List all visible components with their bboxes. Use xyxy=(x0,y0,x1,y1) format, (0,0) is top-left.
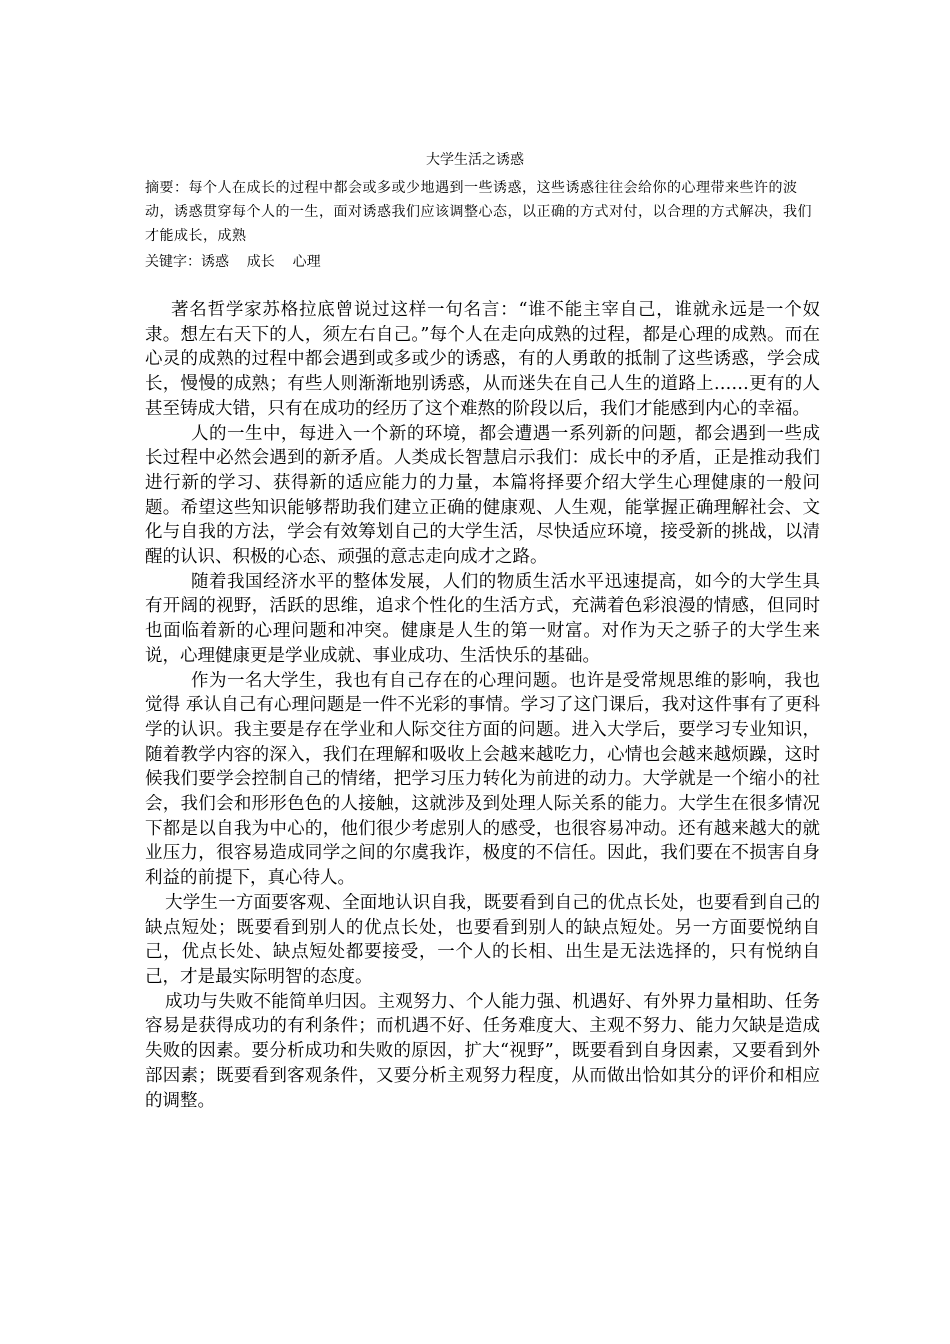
body-paragraph: 成功与失败不能简单归因。主观努力、个人能力强、机遇好、有外界力量相助、任务容易是获得成功的有利条件；而机遇不好、任务难度大、主观不努力、能力欠缺是造成失败的因素。要分析成功和失败的原因，扩大“视野”，既要看到自身因素，又要看到外部因素；既要看到客观条件，又要分析主观努力程度，从而做出恰如其分的评价和相应的调整。 xyxy=(145,991,820,1111)
keywords-line: 关键字：诱惑 成长 心理 xyxy=(145,254,321,270)
body-paragraph: 作为一名大学生，我也有自己存在的心理问题。也许是受常规思维的影响，我也觉得 承认自己有心理问题是一件不光彩的事情。学习了这门课后，我对这件事有了更科学的认识。我主要是存在学业和人际交往方面的问题。进入大学后，要学习专业知识，随着教学内容的深入，我们在理解和吸收上会越来越吃力，心情也会越来越烦躁，这时候我们要学会控制自己的情绪，把学习压力转化为前进的动力。大学就是一个缩小的社会，我们会和形形色色的人接触，这就涉及到处理人际关系的能力。大学生在很多情况下都是以自我为中心的，他们很少考虑别人的感受，也很容易冲动。还有越来越大的就业压力，很容易造成同学之间的尔虞我诈，极度的不信任。因此，我们要在不损害自身利益的前提下，真心待人。 xyxy=(145,670,820,889)
document-body xyxy=(145,298,820,1113)
abstract-text: 摘要：每个人在成长的过程中都会或多或少地遇到一些诱惑，这些诱惑往往会给你的心理带来些许的波动，诱惑贯穿每个人的一生，面对诱惑我们应该调整心态，以正确的方式对付，以合理的方式解决，我们才能成长，成熟 xyxy=(145,180,812,244)
body-paragraph: 随着我国经济水平的整体发展，人们的物质生活水平迅速提高，如今的大学生具有开阔的视野，活跃的思维，追求个性化的生活方式，充满着色彩浪漫的情感，但同时也面临着新的心理问题和冲突。健康是人生的第一财富。对作为天之骄子的大学生来说，心理健康更是学业成就、事业成功、生活快乐的基础。 xyxy=(145,571,820,666)
document-title: 大学生活之诱惑 xyxy=(426,152,524,168)
body-paragraph: 大学生一方面要客观、全面地认识自我，既要看到自己的优点长处，也要看到自己的缺点短处；既要看到别人的优点长处，也要看到别人的缺点短处。另一方面要悦纳自己，优点长处、缺点短处都要接受，一个人的长相、出生是无法选择的，只有悦纳自己，才是最实际明智的态度。 xyxy=(145,892,820,987)
body-paragraph: 人的一生中，每进入一个新的环境，都会遭遇一系列新的问题，都会遇到一些成长过程中必然会遇到的新矛盾。人类成长智慧启示我们：成长中的矛盾，正是推动我们进行新的学习、获得新的适应能力的力量，本篇将择要介绍大学生心理健康的一般问题。希望这些知识能够帮助我们建立正确的健康观、人生观，能掌握正确理解社会、文化与自我的方法，学会有效筹划自己的大学生活，尽快适应环境，接受新的挑战，以清醒的认识、积极的心态、顽强的意志走向成才之路。 xyxy=(145,423,820,568)
body-paragraph: 著名哲学家苏格拉底曾说过这样一句名言：“谁不能主宰自己，谁就永远是一个奴隶。想左右天下的人，须左右自己。”每个人在走向成熟的过程，都是心理的成熟。而在心灵的成熟的过程中都会遇到或多或少的诱惑，有的人勇敢的抵制了这些诱惑，学会成长，慢慢的成熟；有些人则渐渐地别诱惑，从而迷失在自己人生的道路上……更有的人甚至铸成大错，只有在成功的经历了这个难熬的阶段以后，我们才能感到内心的幸福。 xyxy=(145,300,820,419)
